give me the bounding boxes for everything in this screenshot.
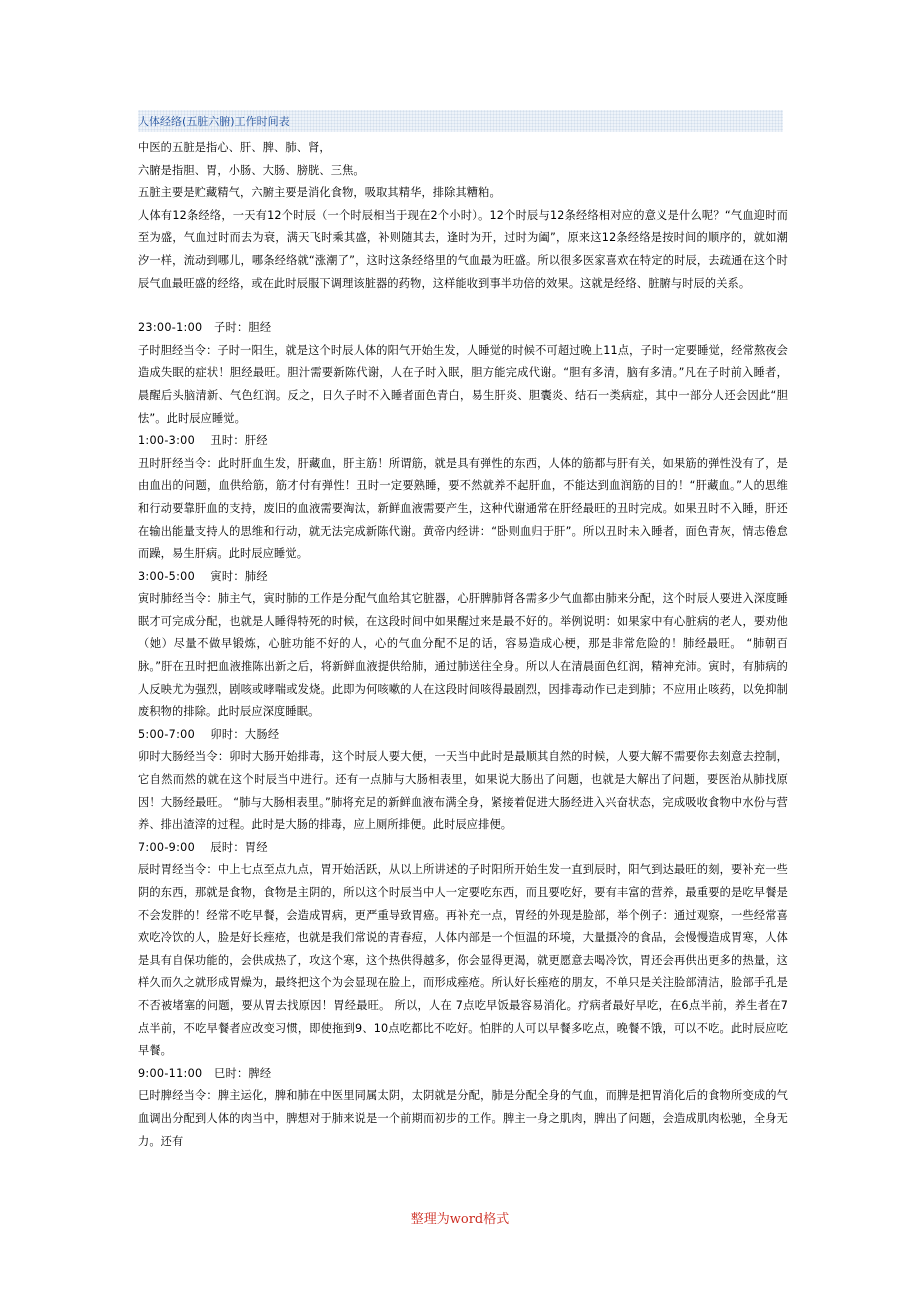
section-body: 寅时肺经当令：肺主气，寅时肺的工作是分配气血给其它脏器，心肝脾肺肾各需多少气血都由肺来分配，这个时辰人要进入深度睡眠才可完成分配，也就是人睡得特死的时候，在这段时间中如果醒过来是最不好的。举例说明：如果家中有心脏病的老人，要劝他（她）尽量不做早锻炼，心脏功能不好的人，心的气血分配不足的话，容易造成心梗，那是非常危险的！肺经最旺。 “肺朝百脉。”肝在丑时把血液推陈出新之后，将新鲜血液提供给肺，通过肺送往全身。所以人在清晨面色红润，精神充沛。寅时，有肺病的人反映尤为强烈，剧咳或哮喘或发烧。此即为何咳嗽的人在这段时间咳得最剧烈，因排毒动作已走到肺；不应用止咳药，以免抑制废积物的排除。此时辰应深度睡眠。 <box>138 592 788 719</box>
section-heading: 3:00-5:00 寅时：肺经 <box>138 569 268 583</box>
section-heading: 23:00-1:00 子时：胆经 <box>138 321 272 335</box>
section-body: 辰时胃经当令：中上七点至点九点，胃开始活跃，从以上所讲述的子时阳所开始生发一直到辰时，阳气到达最旺的刻，要补充一些阴的东西，那就是食物，食物是主阴的，所以这个时辰当中人一定要吃东西，而且要吃好，要有丰富的营养，最重要的是吃早餐是不会发胖的！经常不吃早餐，会造成胃病，更严重导致胃癌。再补充一点，胃经的外现是脸部，举个例子：通过观察，一些经常喜欢吃冷饮的人，脸是好长痤疮，也就是我们常说的青春痘，人体内部是一个恒温的环境，大量摄冷的食品，会慢慢造成胃寒，人体是具有自保功能的，会供成热了，攻这个寒，这个热供得越多，你会显得更渴，就更愿意去喝冷饮，胃还会再供出更多的热量，这样久而久之就形成胃燥为，最终把这个为会显现在脸上，而形成痤疮。所认好长痤疮的朋友，不单只是关注脸部清洁，脸部手孔是不否被堵塞的问题，要从胃去找原因！胃经最旺。 所以，人在 7点吃早饭最容易消化。疗病者最好早吃，在6点半前，养生者在7点半前，不吃早餐者应改变习惯，即使拖到9、10点吃都比不吃好。怕胖的人可以早餐多吃点，晚餐不饿，可以不吃。此时辰应吃早餐。 <box>138 863 788 1058</box>
intro-paragraph: 五脏主要是贮藏精气，六腑主要是消化食物，吸取其精华，排除其糟粕。 <box>138 186 501 200</box>
document-body <box>138 137 788 1153</box>
section-heading: 1:00-3:00 丑时：肝经 <box>138 434 268 448</box>
page-footer: 整理为word格式 <box>410 1212 510 1227</box>
section-body: 丑时肝经当令：此时肝血生发，肝藏血，肝主筋！所谓筋，就是具有弹性的东西，人体的筋都与肝有关，如果筋的弹性没有了，是由血出的问题，血供给筋，筋才付有弹性！丑时一定要熟睡，要不然就养不起肝血，不能达到血润筋的目的！“肝藏血。”人的思维和行动要靠肝血的支持，废旧的血液需要淘汰，新鲜血液需要产生，这种代谢通常在肝经最旺的丑时完成。如果丑时不入睡，肝还在输出能量支持人的思维和行动，就无法完成新陈代谢。黄帝内经讲：“卧则血归于肝”。所以丑时未入睡者，面色青灰，情志倦怠而躁，易生肝病。此时辰应睡觉。 <box>138 456 788 561</box>
section-body: 子时胆经当令：子时一阳生，就是这个时辰人体的阳气开始生发，人睡觉的时候不可超过晚上11点，子时一定要睡觉，经常熬夜会造成失眠的症状！胆经最旺。胆汁需要新陈代谢，人在子时入眠，胆方能完成代谢。“胆有多清，脑有多清。”凡在子时前入睡者，晨醒后头脑清新、气色红润。反之，日久子时不入睡者面色青白，易生肝炎、胆囊炎、结石一类病症，其中一部分人还会因此“胆怯”。此时辰应睡觉。 <box>138 343 788 425</box>
paragraph-spacer <box>138 295 788 317</box>
intro-paragraph: 六腑是指胆、胃，小肠、大肠、膀胱、三焦。 <box>138 163 365 177</box>
section-heading: 7:00-9:00 辰时：胃经 <box>138 840 268 854</box>
document-title: 人体经络(五脏六腑)工作时间表 <box>138 115 290 128</box>
section-body: 巳时脾经当令：脾主运化，脾和肺在中医里同属太阴，太阴就是分配，肺是分配全身的气血，而脾是把胃消化后的食物所变成的气血调出分配到人体的肉当中，脾想对于肺来说是一个前期而初步的工作。脾主一身之肌肉，脾出了问题，会造成肌肉松驰，全身无力。还有 <box>138 1089 788 1148</box>
section-heading: 9:00-11:00 巳时：脾经 <box>138 1066 272 1080</box>
section-body: 卯时大肠经当令：卯时大肠开始排毒，这个时辰人要大便，一天当中此时是最顺其自然的时候，人要大解不需要你去刻意去控制，它自然而然的就在这个时辰当中进行。还有一点肺与大肠相表里，如果说大肠出了问题，也就是大解出了问题，要医治从肺找原因！大肠经最旺。 “肺与大肠相表里。”肺将充足的新鲜血液布满全身，紧接着促进大肠经进入兴奋状态，完成吸收食物中水份与营养、排出渣滓的过程。此时是大肠的排毒，应上厕所排便。此时辰应排便。 <box>138 750 788 832</box>
intro-paragraph: 人体有12条经络，一天有12个时辰（一个时辰相当于现在2个小时）。12个时辰与12条经络相对应的意义是什么呢？“气血迎时而至为盛，气血过时而去为衰，满天飞时乘其盛，补则随其去，逢时为开，过时为阖”，原来这12条经络是按时间的顺序的，就如潮汐一样，流动到哪儿，哪条经络就“涨潮了”，这时这条经络里的气血最为旺盛。所以很多医家喜欢在特定的时辰，去疏通在这个时辰气血最旺盛的经络，或在此时辰服下调理该脏器的药物，这样能收到事半功倍的效果。这就是经络、脏腑与时辰的关系。 <box>138 208 788 290</box>
intro-paragraph: 中医的五脏是指心、肝、脾、肺、肾， <box>138 141 331 154</box>
section-heading: 5:00-7:00 卯时：大肠经 <box>138 727 280 741</box>
